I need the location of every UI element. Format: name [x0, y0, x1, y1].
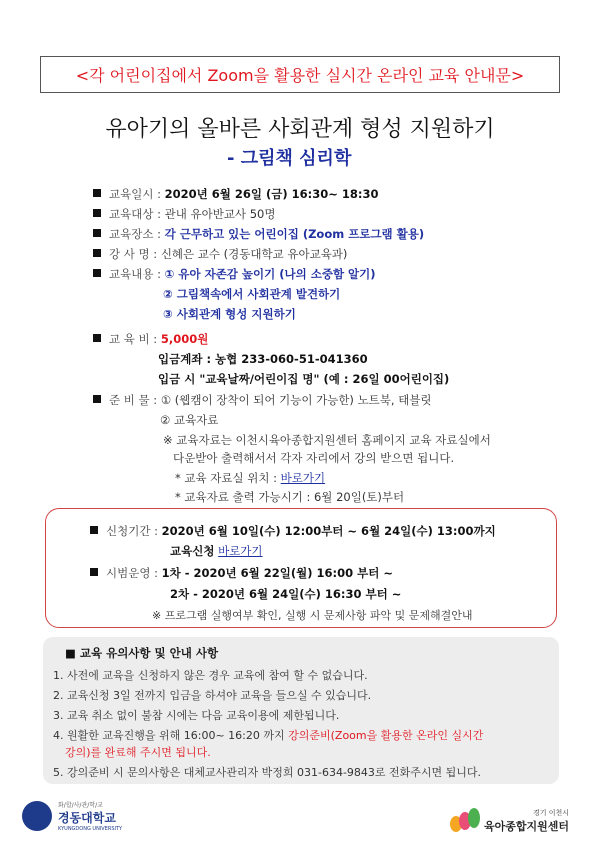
target-row: [93, 206, 275, 222]
application-box: [45, 508, 557, 628]
place-label: 교육장소 :: [109, 227, 161, 241]
notice-item-4: [53, 727, 483, 743]
notice-item: 5. 강의준비 시 문의사항은 대체교사관리자 박정희 031-634-9843로 전화주시면 됩니다.: [53, 766, 482, 779]
trial-first: 1차 - 2020년 6월 22일(월) 16:00 부터 ~: [161, 566, 393, 580]
material-print: * 교육자료 출력 가능시기 : 6월 20일(토)부터: [175, 490, 405, 504]
place-value: 각 근무하고 있는 어린이집 (Zoom 프로그램 활용): [164, 227, 425, 241]
period-value: 2020년 6월 10일(수) 12:00부터 ~ 6월 24일(수) 13:00까지: [161, 524, 496, 538]
content-row-2: [163, 286, 340, 302]
account-row: [158, 351, 368, 367]
content-item: ① 유아 자존감 높이기 (나의 소중함 알기): [164, 267, 376, 281]
content-item: ③ 사회관계 형성 지원하기: [163, 307, 296, 321]
material-note-row: [163, 432, 491, 448]
prep-row: [93, 392, 432, 408]
datetime-label: 교육일시 :: [109, 187, 161, 201]
material-print-row: [175, 489, 404, 505]
trial-row-2: [170, 586, 401, 602]
center-region: 경기 이천시: [532, 809, 570, 817]
content-item: ② 그림책속에서 사회관계 발견하기: [163, 287, 341, 301]
bullet-square-icon: [93, 249, 101, 257]
trial-label: 시범운영 :: [106, 566, 158, 580]
prep-row-2: [160, 412, 218, 428]
lecturer-row: [93, 246, 347, 262]
bullet-square-icon: [90, 526, 98, 534]
prep-item: ① (웹캠이 장착이 되어 기능이 가능한) 노트북, 태블릿: [160, 393, 432, 407]
notice-item: 1. 사전에 교육을 신청하지 않은 경우 교육에 참여 할 수 없습니다.: [53, 669, 368, 682]
bullet-square-icon: [93, 334, 101, 342]
banner-text: <각 어린이집에서 Zoom을 활용한 실시간 온라인 교육 안내문>: [75, 66, 525, 85]
bullet-square-icon: [93, 395, 101, 403]
notice-box: [43, 637, 559, 784]
material-note: 다운받아 출력해서서 각자 자리에서 강의 받으면 됩니다.: [173, 451, 455, 465]
target-label: 교육대상 :: [109, 207, 161, 221]
center-logo: [450, 808, 569, 834]
notice-item-4-highlight: 강의준비(Zoom을 활용한 온라인 실시간: [288, 729, 484, 742]
page-subtitle: - 그림책 심리학: [227, 148, 352, 169]
period-row: [90, 523, 496, 539]
bullet-square-icon: [93, 189, 101, 197]
bullet-square-icon: [90, 568, 98, 576]
fee-value: 5,000원: [160, 332, 209, 346]
notice-title: ■ 교육 유의사항 및 안내 사항: [65, 646, 219, 660]
datetime-row: [93, 186, 378, 202]
university-motto: 화/합/사/관/학/교: [58, 802, 103, 809]
prep-label: 준 비 물 :: [109, 393, 158, 407]
period-label: 신청기간 :: [106, 524, 158, 538]
deposit-line: 입금 시 "교육날짜/어린이집 명" (예 : 26일 00어린이집): [158, 372, 450, 386]
content-row-3: [163, 306, 296, 322]
prep-item: ② 교육자료: [160, 413, 219, 427]
notice-item-4-cont: 강의)를 완료해 주시면 됩니다.: [65, 746, 211, 759]
apply-row: [170, 543, 263, 559]
material-note-row-2: [173, 450, 454, 466]
trial-note: ※ 프로그램 실행여부 확인, 실행 시 문제사항 파악 및 문제해결안내: [152, 609, 473, 622]
university-name: 경동대학교: [58, 811, 116, 825]
page-title: 유아기의 올바른 사회관계 형성 지원하기: [105, 117, 495, 142]
fee-label: 교 육 비 :: [109, 332, 158, 346]
bullet-square-icon: [93, 269, 101, 277]
lecturer-label: 강 사 명 :: [109, 247, 158, 261]
apply-text: 교육신청: [170, 544, 215, 558]
place-row: [93, 226, 424, 242]
datetime-value: 2020년 6월 26일 (금) 16:30~ 18:30: [164, 187, 379, 201]
lecturer-value: 신혜은 교수 (경동대학교 유아교육과): [160, 247, 348, 261]
fee-row: [93, 331, 208, 347]
content-label: 교육내용 :: [109, 267, 161, 281]
notice-item-4-text: 4. 원활한 교육진행을 위해 16:00~ 16:20 까지: [53, 729, 285, 742]
apply-link[interactable]: 바로가기: [218, 544, 263, 558]
university-logo: [22, 800, 122, 832]
content-row: [93, 266, 376, 282]
target-value: 관내 유아반교사 50명: [164, 207, 276, 221]
trial-row: [90, 565, 393, 581]
material-location-text: * 교육 자료실 위치 :: [175, 471, 278, 485]
university-name-en: KYUNGDONG UNIVERSITY: [58, 826, 123, 832]
notice-item: 2. 교육신청 3일 전까지 입금을 하셔야 교육을 들으실 수 있습니다.: [53, 689, 372, 702]
account-line: 입금계좌 : 농협 233-060-51-041360: [158, 352, 368, 366]
notice-item: 3. 교육 취소 없이 불참 시에는 다음 교육이용에 제한됩니다.: [53, 709, 340, 722]
notice-banner: [40, 56, 560, 93]
material-note: ※ 교육자료는 이천시육아종합지원센터 홈페이지 교육 자료실에서: [163, 433, 491, 447]
material-location-link[interactable]: 바로가기: [280, 471, 326, 485]
material-location-row: [175, 470, 325, 486]
leaf-logo-icon: [450, 808, 484, 834]
trial-second: 2차 - 2020년 6월 24일(수) 16:30 부터 ~: [170, 587, 402, 601]
trial-note-row: [152, 607, 472, 623]
bullet-square-icon: [93, 209, 101, 217]
center-name: 육아종합지원센터: [484, 820, 570, 833]
deposit-row: [158, 371, 449, 387]
university-seal-icon: [22, 801, 52, 831]
bullet-square-icon: [93, 229, 101, 237]
